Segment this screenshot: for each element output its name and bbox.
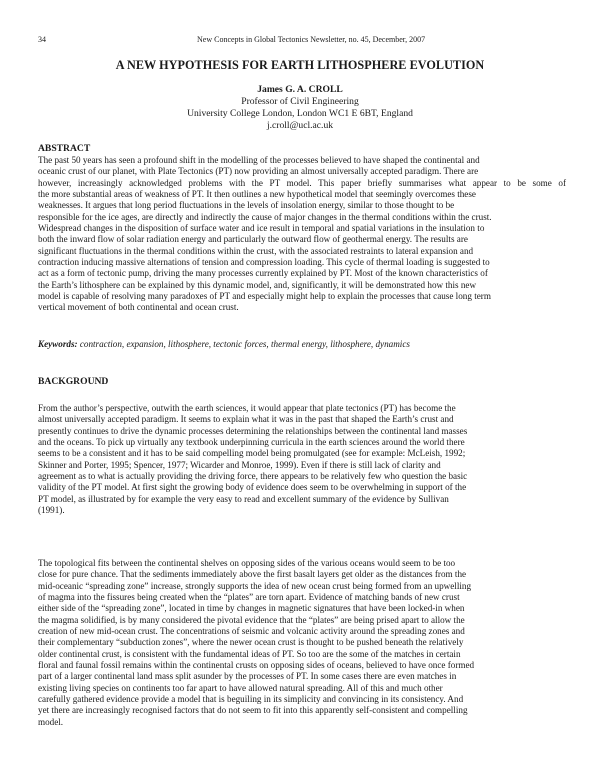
text-line: Widespread changes in the disposition of surface water and ice result in temporal and spatial variations in the insulation to (38, 223, 485, 234)
text-line: vertical movement of both continental and ocean crust. (38, 302, 239, 313)
text-line: seems to be a consistent and it has to be said compelling model being promulgated (see for example: McLeish, 1992; (38, 448, 466, 459)
text-line: From the author’s perspective, outwith the earth sciences, it would appear that plate tectonics (PT) has become the (38, 403, 456, 413)
text-line: weaknesses. It argues that long period fluctuations in the levels of insolation energy, similar to those thought to be (38, 200, 455, 211)
text-line: contraction inducing massive alternations of tension and compression loading. This cycle of thermal loading is suggested to (38, 257, 490, 268)
paper-title: A NEW HYPOTHESIS FOR EARTH LITHOSPHERE EVOLUTION (115, 58, 485, 72)
text-line: the Earth’s lithosphere can be explained by this dynamic model, and, significantly, it will be demonstrated how this new (38, 279, 477, 290)
text-line: however, increasingly acknowledged problems with the PT model. This paper briefly summarises what appear to be some of (38, 177, 566, 188)
author-name: James G. A. CROLL (257, 84, 343, 95)
text-line: part of a larger continental land mass split asunder by the processes of PT. In some cases there are even matches in (38, 671, 457, 682)
background-heading: BACKGROUND (38, 376, 109, 387)
author-affiliation: University College London, London WC1 E 6BT, England (187, 108, 413, 119)
text-line: model. (38, 716, 64, 727)
page-number: 34 (38, 35, 46, 44)
text-line: yet there are increasingly recognised factors that do not seem to fit into this apparently self-consistent and compelling (38, 705, 468, 716)
text-line: of magma into the fissures being created when the “plates” are torn apart. Evidence of matching bands of new crust (38, 592, 460, 603)
text-line: Skinner and Porter, 1995; Spencer, 1977; Wicarder and Monroe, 1999). Even if there is still lack of clarity and (38, 459, 441, 470)
text-line: significant fluctuations in the thermal conditions within the crust, with the associated restraints to lateral expansion and (38, 245, 474, 256)
journal-title: New Concepts in Global Tectonics Newsletter, no. 45, December, 2007 (197, 35, 426, 44)
abstract-body (38, 155, 566, 314)
text-line: older continental crust, is consistent with the fundamental ideas of PT. So too are the some of the matches in certain (38, 648, 461, 659)
text-line: both the inward flow of solar radiation energy and particularly the outward flow of geothermal energy. The results are (38, 234, 468, 245)
text-line: PT model, as illustrated by for example the very easy to read and excellent summary of the evidence by Sullivan (38, 493, 449, 504)
text-line: mid-oceanic “spreading zone” increase, strongly supports the idea of new ocean crust being formed from an upwelling (38, 580, 472, 591)
text-line: either side of the “spreading zone”, located in time by changes in magnetic signatures that have been locked-in when (38, 603, 465, 614)
author-email: j.croll@ucl.ac.uk (266, 120, 334, 131)
keywords (38, 339, 410, 349)
keywords-text: contraction, expansion, lithosphere, tectonic forces, thermal energy, lithosphere, dynamics (79, 339, 410, 349)
text-line: presently continues to drive the dynamic processes determining the relationships between the continental land masses (38, 425, 468, 436)
text-line: The topological fits between the continental shelves on opposing sides of the various oceans would seem to be too (38, 558, 456, 568)
text-line: almost universally accepted paradigm. It seems to explain what it was in the past that shaped the Earth’s crust and (38, 414, 454, 425)
text-line: creation of new mid-ocean crust. The concentrations of seismic and volcanic activity around the spreading zones and (38, 626, 465, 637)
text-line: oceanic crust of our planet, with Plate Tectonics (PT) now providing an almost universally accepted paradigm. There are (38, 166, 479, 177)
text-line: the magma solidified, is by many considered the pivotal evidence that the “plates” are being prised apart to allow the (38, 614, 465, 625)
text-line: The past 50 years has seen a profound shift in the modelling of the processes believed to have shaped the continental and (38, 155, 480, 165)
author-position: Professor of Civil Engineering (241, 96, 359, 107)
text-line: validity of the PT model. At first sight the growing body of evidence does seem to be overwhelming in support of the (38, 482, 467, 493)
running-header (38, 35, 562, 46)
abstract-heading: ABSTRACT (38, 143, 91, 154)
text-line: carefully gathered evidence provide a model that is beguiling in its simplicity and convincing in its consistency. And (38, 694, 464, 705)
text-line: and the oceans. To pick up virtually any textbook underpinning curricula in the earth sciences around the world there (38, 437, 465, 448)
background-paragraph-1 (38, 403, 566, 516)
background-paragraph-2 (38, 558, 566, 728)
text-line: floral and faunal fossil remains within the continental crusts on opposing sides of oceans, believed to have once formed (38, 660, 475, 671)
text-line: the more substantial areas of weakness of PT. It then outlines a new hypothetical model that seemingly overcomes these (38, 189, 476, 200)
author-block (0, 84, 600, 132)
text-line: (1991). (38, 505, 65, 516)
text-line: existing living species on continents too far apart to have allowed natural spreading. All of this and much other (38, 682, 443, 693)
text-line: their complementary “subduction zones”, where the newer ocean crust is thought to be pushed beneath the relatively (38, 637, 464, 648)
text-line: close for pure chance. That the sediments immediately above the first basalt layers get older as the distances from the (38, 569, 467, 580)
keywords-label: Keywords: (38, 339, 78, 349)
text-line: responsible for the ice ages, are directly and indirectly the cause of major changes in the thermal conditions within the crust. (38, 211, 492, 222)
text-line: act as a form of tectonic pump, driving the many processes currently explained by PT. Most of the known characteristics of (38, 268, 488, 279)
text-line: model is capable of resolving many paradoxes of PT and especially might help to explain the processes that cause long term (38, 291, 491, 302)
text-line: agreement as to what is actually providing the driving force, there appears to be relatively few who question the basic (38, 471, 468, 482)
